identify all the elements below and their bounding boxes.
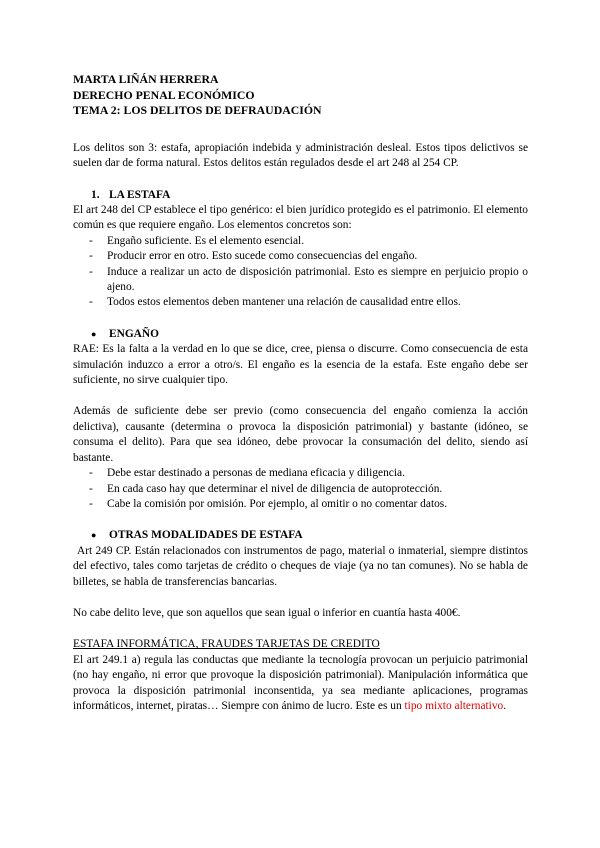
list-item: - Debe estar destinado a personas de mediana eficacia y diligencia. (73, 466, 528, 481)
section-heading-estafa (73, 188, 528, 203)
section-title: LA ESTAFA (109, 188, 171, 201)
engano-list (73, 466, 528, 512)
engano-requirements-paragraph: Además de suficiente debe ser previo (como consecuencia del engaño comienza la acción delictiva), causante (determina o provoca la disposición patrimonial) y bastante (idóneo, se consuma el delito). Para que sea idóneo, debe provocar la consumación del delito, siendo así bastante. (73, 405, 528, 464)
author-name: MARTA LIÑÁN HERRERA (73, 72, 219, 86)
section-heading-otras-modalidades (73, 528, 528, 543)
dash-marker: - (89, 467, 93, 480)
engano-definition-paragraph: RAE: Es la falta a la verdad en lo que se dice, cree, piensa o discurre. Como consecuencia de esta simulación induzco a error a otro/s. El engaño es la esencia de la estafa. Este engaño debe ser suficiente, no sirve cualquier tipo. (73, 343, 528, 387)
dash-marker: - (89, 497, 93, 510)
subject-title: DERECHO PENAL ECONÓMICO (73, 87, 255, 102)
dash-marker: - (89, 265, 93, 278)
dash-marker: - (89, 296, 93, 309)
section-title: ENGAÑO (109, 327, 159, 340)
highlighted-term: tipo mixto alternativo (404, 699, 504, 712)
intro-paragraph: Los delitos son 3: estafa, apropiación indebida y administración desleal. Estos tipos delictivos se suelen dar de forma natural. Estos delitos están regulados desde el art 248 al 254 CP. (73, 141, 528, 170)
document-page (73, 72, 528, 714)
section-heading-engano (73, 327, 528, 342)
dash-marker: - (89, 234, 93, 247)
dash-marker: - (89, 482, 93, 495)
estafa-informatica-paragraph: El art 249.1 a) regula las conductas que mediante la tecnología provocan un perjuicio patrimonial (no hay engaño, ni error que provoque la disposición patrimonial). Manipulación informática que provoca la disposición patrimonial inconsentida, ya sea mediante aplicaciones, programas informáticos, internet, piratas… Siempre con ánimo de lucro. Este es un tipo mixto alternativo. (73, 653, 528, 712)
list-item: - Induce a realizar un acto de disposición patrimonial. Esto es siempre en perjuicio propio o ajeno. (73, 265, 528, 296)
section-number: 1. (91, 188, 100, 201)
estafa-paragraph: El art 248 del CP establece el tipo genérico: el bien jurídico protegido es el patrimonio. El elemento común es que requiere engaño. Los elementos concretos son: (73, 204, 528, 232)
list-item: - Todos estos elementos deben mantener una relación de causalidad entre ellos. (73, 295, 528, 310)
bullet-icon: ● (91, 530, 97, 541)
estafa-elements-list (73, 234, 528, 311)
topic-title: TEMA 2: LOS DELITOS DE DEFRAUDACIÓN (73, 103, 322, 118)
delito-leve-paragraph: No cabe delito leve, que son aquellos que sean igual o inferior en cuantía hasta 400€. (73, 606, 461, 619)
list-item: - Cabe la comisión por omisión. Por ejemplo, al omitir o no comentar datos. (73, 497, 528, 512)
estafa-informatica-subtitle: ESTAFA INFORMÁTICA, FRAUDES TARJETAS DE CREDITO (73, 638, 380, 651)
list-item: - Producir error en otro. Esto sucede como consecuencias del engaño. (73, 249, 528, 264)
list-item: - Engaño suficiente. Es el elemento esencial. (73, 234, 528, 249)
dash-marker: - (89, 250, 93, 263)
bullet-icon: ● (91, 328, 97, 339)
list-item: - En cada caso hay que determinar el nivel de diligencia de autoprotección. (73, 482, 528, 497)
otras-modalidades-paragraph: Art 249 CP. Están relacionados con instrumentos de pago, material o inmaterial, siempre distintos del efectivo, tales como tarjetas de crédito o cheques de viaje (ya no tan comunes). No se habla de billetes, se habla de transferencias bancarias. (73, 544, 528, 588)
section-title: OTRAS MODALIDADES DE ESTAFA (109, 529, 303, 542)
